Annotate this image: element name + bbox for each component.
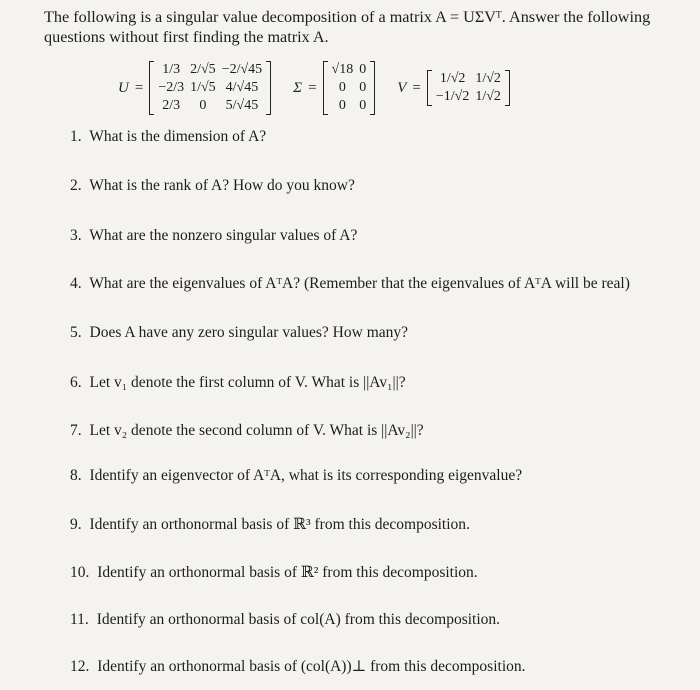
question-text: Identify an orthonormal basis of col(A) from this decomposition.	[96, 611, 501, 628]
question-9	[70, 515, 670, 535]
matrix-entry: √18	[331, 62, 354, 77]
question-number: 3.	[70, 227, 82, 244]
question-10	[70, 563, 670, 583]
matrix-entry: −1/√2	[435, 89, 470, 104]
question-number: 2.	[70, 177, 82, 194]
question-number: 9.	[70, 516, 82, 533]
question-number: 8.	[70, 467, 82, 484]
question-text: Identify an orthonormal basis of ℝ² from this decomposition.	[97, 564, 478, 581]
question-text: Identify an eigenvector of AᵀA, what is its corresponding eigenvalue?	[89, 467, 523, 484]
question-8	[70, 466, 670, 486]
question-text: Identify an orthonormal basis of ℝ³ from this decomposition.	[89, 516, 470, 533]
u-label: U	[118, 79, 129, 96]
equals-sign: =	[308, 79, 317, 96]
matrix-entry: 2/√5	[190, 62, 216, 77]
matrix-entry: −2/3	[158, 80, 185, 95]
question-number: 7.	[70, 422, 82, 439]
matrix-entry: 1/√2	[475, 71, 501, 86]
intro-paragraph: The following is a singular value decomposition of a matrix A = UΣVᵀ. Answer the following questions without first finding the matrix A.	[44, 8, 651, 46]
matrix-entry: −2/√45	[221, 62, 263, 77]
question-3	[70, 226, 670, 246]
matrix-entry: 1/√2	[439, 71, 466, 86]
question-11	[70, 610, 670, 630]
question-number: 1.	[70, 128, 82, 145]
matrix-entry: 0	[199, 98, 207, 113]
matrix-entry: 4/√45	[225, 80, 259, 95]
matrix-entry: 0	[359, 62, 367, 77]
matrix-entry: 2/3	[162, 98, 181, 113]
sigma-label: Σ	[293, 79, 303, 96]
question-number: 10.	[70, 564, 90, 581]
question-text: What is the rank of A? How do you know?	[89, 177, 355, 194]
question-number: 5.	[70, 324, 82, 341]
question-text: What are the nonzero singular values of A?	[89, 227, 358, 244]
question-number: 12.	[70, 658, 90, 675]
question-text: What are the eigenvalues of AᵀA? (Remember that the eigenvalues of AᵀA will be real)	[89, 275, 630, 292]
question-2	[70, 176, 670, 196]
question-text: What is the dimension of A?	[89, 128, 267, 145]
question-1	[70, 127, 670, 147]
question-4	[70, 274, 670, 294]
question-5	[70, 323, 670, 343]
matrix-entry: 1/√2	[475, 89, 501, 104]
question-7	[70, 421, 670, 441]
matrix-entry: 0	[338, 80, 346, 95]
question-6	[70, 373, 670, 393]
matrix-entry: 0	[359, 80, 367, 95]
question-text: Let v₁ denote the first column of V. What is ||Av₁||?	[89, 374, 406, 391]
v-label: V	[397, 79, 407, 96]
question-number: 6.	[70, 374, 82, 391]
question-text: Does A have any zero singular values? How many?	[89, 324, 409, 341]
sigma-matrix	[323, 61, 376, 115]
v-matrix	[427, 70, 510, 106]
question-number: 4.	[70, 275, 82, 292]
question-text: Let v₂ denote the second column of V. What is ||Av₂||?	[89, 422, 424, 439]
equals-sign: =	[134, 79, 144, 96]
svd-matrices	[118, 60, 510, 116]
matrix-entry: 1/3	[162, 62, 181, 77]
u-matrix	[149, 61, 271, 115]
question-text: Identify an orthonormal basis of (col(A))⊥ from this decomposition.	[97, 658, 526, 675]
question-number: 11.	[70, 611, 89, 628]
matrix-entry: 0	[338, 98, 346, 113]
equals-sign: =	[412, 79, 421, 96]
matrix-entry: 0	[359, 98, 367, 113]
matrix-entry: 1/√5	[190, 80, 216, 95]
question-12	[70, 657, 670, 677]
matrix-entry: 5/√45	[225, 98, 259, 113]
